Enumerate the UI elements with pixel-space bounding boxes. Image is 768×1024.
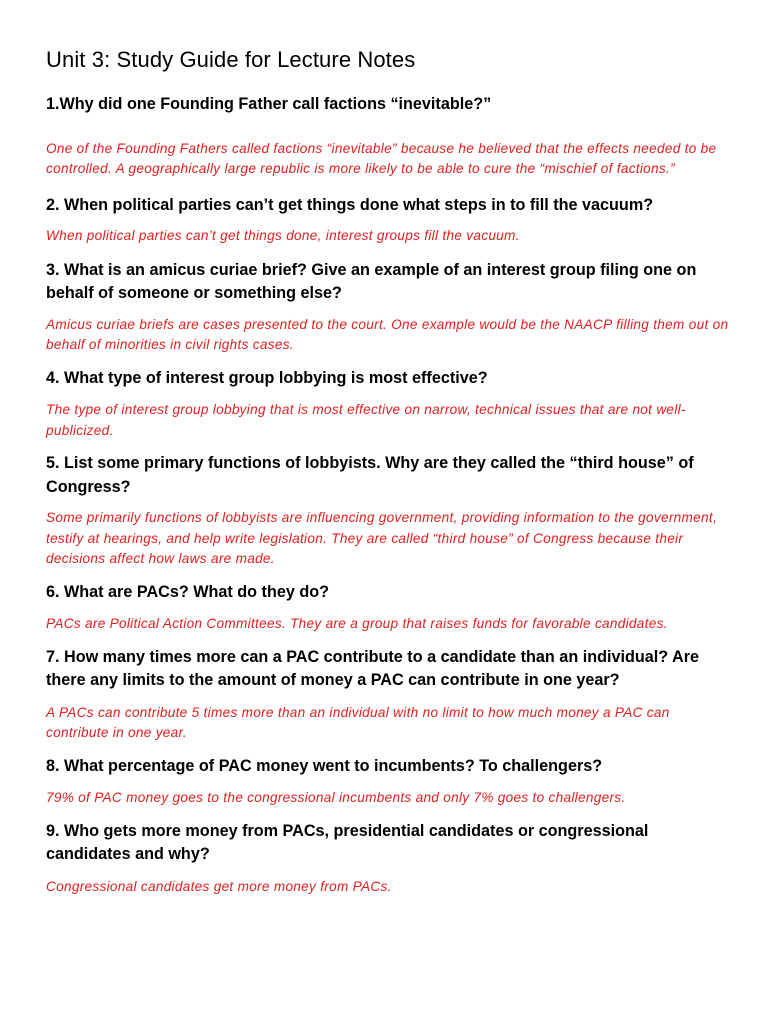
answer-1: One of the Founding Fathers called factions “inevitable” because he believed that the effects needed to be controlled. A geographically large republic is more likely to be able to cure the “mischief of factions.” (46, 140, 717, 176)
question-6: 6. What are PACs? What do they do? (46, 582, 329, 601)
answer-6: PACs are Political Action Committees. They are a group that raises funds for favorable candidates. (46, 616, 668, 631)
qa-item-3 (46, 259, 736, 356)
question-4: 4. What type of interest group lobbying is most effective? (46, 368, 488, 387)
qa-item-6 (46, 581, 736, 635)
qa-item-1 (46, 93, 736, 180)
question-2: 2. When political parties can’t get things done what steps in to fill the vacuum? (46, 195, 654, 214)
qa-item-5 (46, 452, 736, 570)
qa-item-7 (46, 646, 736, 744)
question-8: 8. What percentage of PAC money went to incumbents? To challengers? (46, 756, 603, 775)
answer-5: Some primarily functions of lobbyists are influencing government, providing information to the government, testify at hearings, and help write legislation. They are called “third house” of Congress because their decisions affect how laws are made. (46, 510, 718, 566)
question-1: 1.Why did one Founding Father call factions “inevitable?” (46, 95, 492, 113)
answer-4: The type of interest group lobbying that is most effective on narrow, technical issues that are not well-publicized. (46, 402, 686, 438)
answer-8: 79% of PAC money goes to the congressional incumbents and only 7% goes to challengers. (46, 790, 626, 805)
question-3: 3. What is an amicus curiae brief? Give an example of an interest group filing one on behalf of someone or something else? (46, 260, 697, 302)
answer-7: A PACs can contribute 5 times more than an individual with no limit to how much money a PAC can contribute in one year. (46, 704, 670, 740)
answer-9: Congressional candidates get more money from PACs. (46, 878, 392, 894)
question-7: 7. How many times more can a PAC contribute to a candidate than an individual? Are there any limits to the amount of money a PAC can contribute in one year? (46, 647, 700, 689)
answer-2: When political parties can’t get things done, interest groups fill the vacuum. (46, 228, 520, 243)
qa-item-8 (46, 755, 736, 809)
answer-3: Amicus curiae briefs are cases presented to the court. One example would be the NAACP filling them out on behalf of minorities in civil rights cases. (46, 316, 729, 352)
document-page (46, 45, 736, 897)
qa-item-9 (46, 820, 736, 898)
question-9: 9. Who gets more money from PACs, presidential candidates or congressional candidates and why? (46, 821, 649, 863)
page-title: Unit 3: Study Guide for Lecture Notes (46, 47, 416, 72)
qa-item-2 (46, 194, 736, 247)
qa-item-4 (46, 367, 736, 442)
question-5: 5. List some primary functions of lobbyists. Why are they called the “third house” of Congress? (46, 454, 694, 496)
